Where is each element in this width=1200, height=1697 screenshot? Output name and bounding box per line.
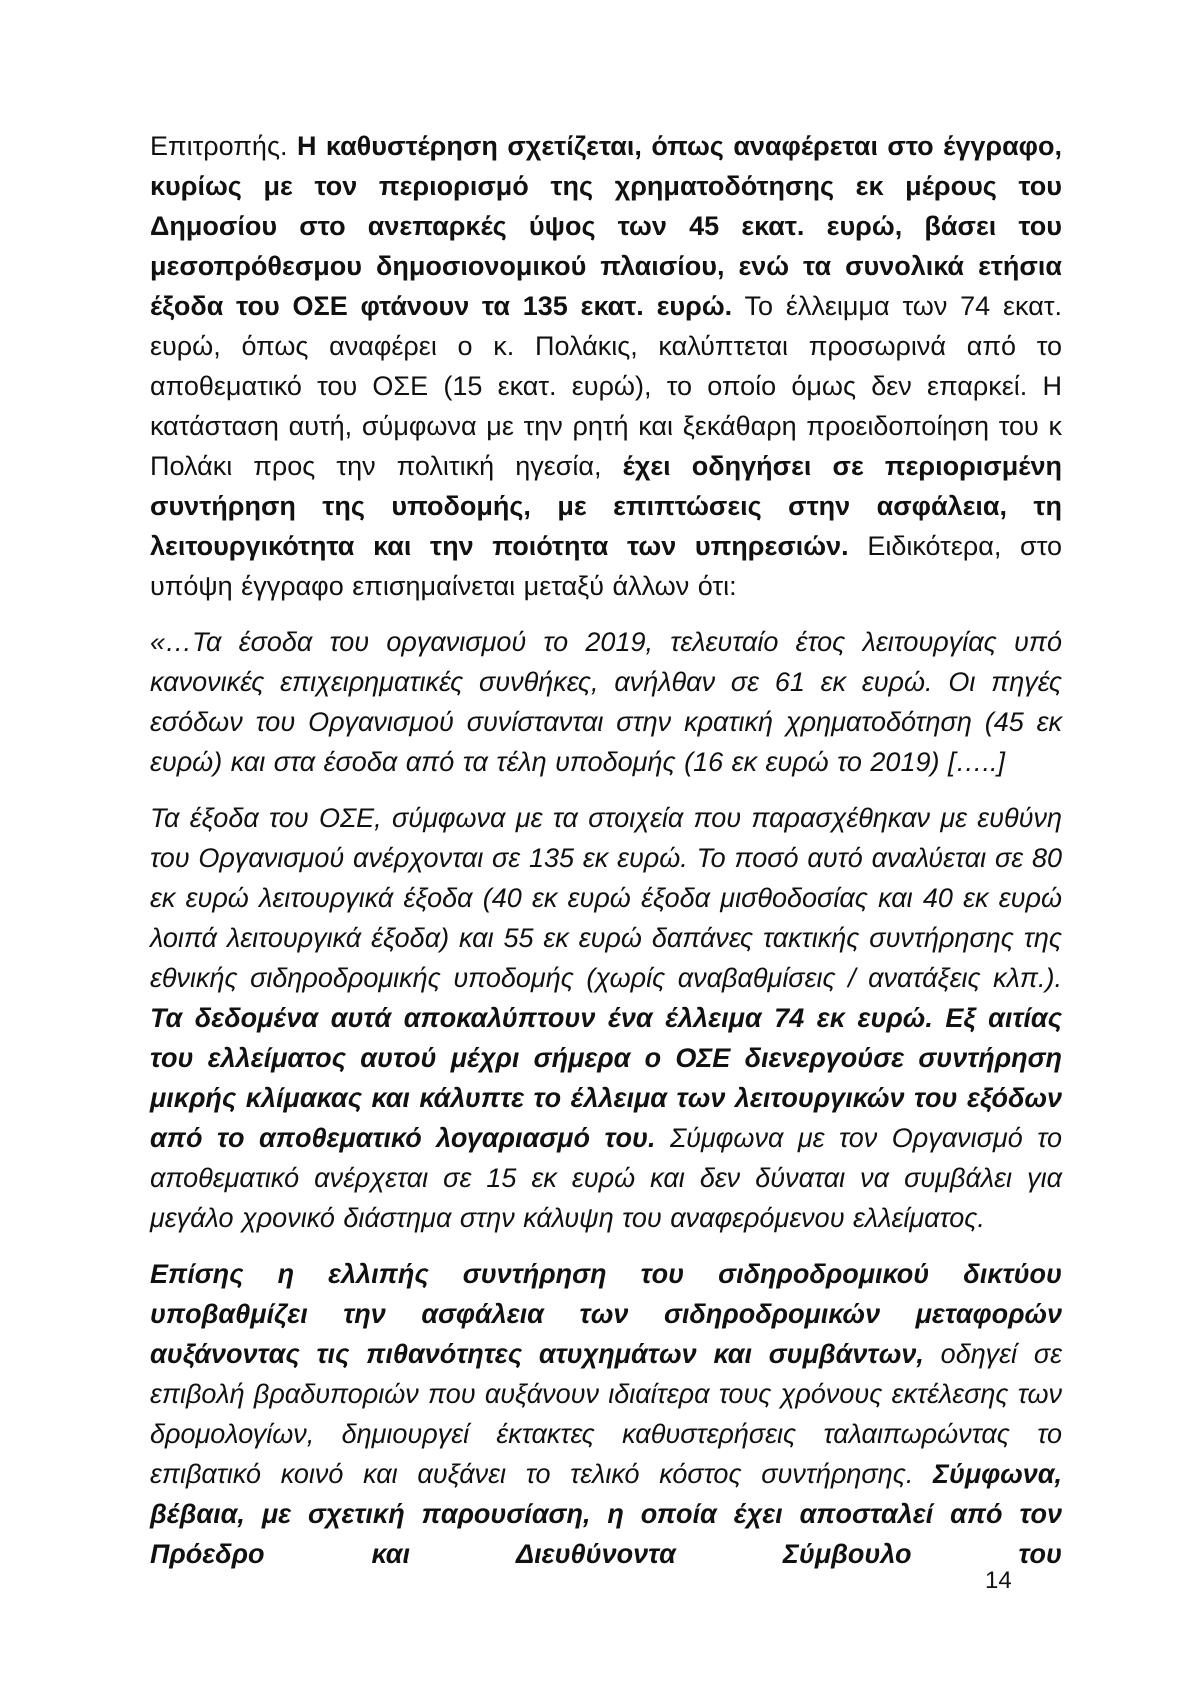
text-run: Επίσης η ελλιπής συντήρηση του σιδηροδρομικού δικτύου υποβαθμίζει την ασφάλεια των σιδηροδρομικών μεταφορών αυξάνοντας τις πιθανότητες ατυχημάτων και συμβάντων,	[150, 1259, 1062, 1369]
text-run: Τα έξοδα του ΟΣΕ, σύμφωνα με τα στοιχεία που παρασχέθηκαν με ευθύνη του Οργανισμού ανέρχονται σε 135 εκ ευρώ. Το ποσό αυτό αναλύεται σε 80 εκ ευρώ λειτουργικά έξοδα (40 εκ ευρώ έξοδα μισθοδοσίας και 40 εκ ευρώ λοιπά λειτουργικά έξοδα) και 55 εκ ευρώ δαπάνες τακτικής συντήρησης της εθνικής σιδηροδρομικής υποδομής (χωρίς αναβαθμίσεις / ανατάξεις κλπ.).	[150, 803, 1062, 993]
document-body	[150, 126, 1062, 1590]
paragraph-committee-delay	[150, 126, 1062, 606]
text-run: «…Τα έσοδα του οργανισμού το 2019, τελευταίο έτος λειτουργίας υπό κανονικές επιχειρηματικές συνθήκες, ανήλθαν σε 61 εκ ευρώ. Οι πηγές εσόδων του Οργανισμού συνίστανται στην κρατική χρηματοδότηση (45 εκ ευρώ) και στα έσοδα από τα τέλη υποδομής (16 εκ ευρώ το 2019) […..]	[150, 627, 1062, 777]
paragraph-quote-expenses	[150, 798, 1062, 1238]
text-run: Ειδικότερα, στο υπόψη έγγραφο επισημαίνεται μεταξύ άλλων ότι:	[150, 531, 1062, 601]
paragraph-quote-maintenance	[150, 1254, 1062, 1574]
text-run: Η καθυστέρηση σχετίζεται, όπως αναφέρεται στο έγγραφο, κυρίως με τον περιορισμό της χρηματοδότησης εκ μέρους του Δημοσίου στο ανεπαρκές ύψος των 45 εκατ. ευρώ, βάσει του μεσοπρόθεσμου δημοσιονομικού πλαισίου, ενώ τα συνολικά ετήσια έξοδα του ΟΣΕ φτάνουν τα 135 εκατ. ευρώ.	[150, 131, 1062, 321]
paragraph-quote-revenue	[150, 622, 1062, 782]
text-run: έχει οδηγήσει σε περιορισμένη συντήρηση της υποδομής, με επιπτώσεις στην ασφάλεια, τη λειτουργικότητα και την ποιότητα των υπηρεσιών.	[150, 451, 1062, 561]
text-run: Σύμφωνα, βέβαια, με σχετική παρουσίαση, η οποία έχει αποσταλεί από τον Πρόεδρο και Διευθύνοντα Σύμβουλο του	[150, 1459, 1062, 1569]
text-run: Επιτροπής.	[150, 131, 297, 161]
text-run: Το έλλειμμα των 74 εκατ. ευρώ, όπως αναφέρει ο κ. Πολάκις, καλύπτεται προσωρινά από το αποθεματικό του ΟΣΕ (15 εκατ. ευρώ), το οποίο όμως δεν επαρκεί. Η κατάσταση αυτή, σύμφωνα με την ρητή και ξεκάθαρη προειδοποίηση του κ Πολάκι προς την πολιτική ηγεσία,	[150, 291, 1062, 481]
page-number: 14	[985, 1567, 1012, 1594]
text-run: Σύμφωνα με τον Οργανισμό το αποθεματικό ανέρχεται σε 15 εκ ευρώ και δεν δύναται να συμβάλει για μεγάλο χρονικό διάστημα στην κάλυψη του αναφερόμενου ελλείματος.	[150, 1123, 1062, 1233]
text-run: Τα δεδομένα αυτά αποκαλύπτουν ένα έλλειμα 74 εκ ευρώ. Εξ αιτίας του ελλείματος αυτού μέχρι σήμερα ο ΟΣΕ διενεργούσε συντήρηση μικρής κλίμακας και κάλυπτε το έλλειμα των λειτουργικών του εξόδων από το αποθεματικό λογαριασμό του.	[150, 1003, 1062, 1153]
text-run: οδηγεί σε επιβολή βραδυποριών που αυξάνουν ιδιαίτερα τους χρόνους εκτέλεσης των δρομολογίων, δημιουργεί έκτακτες καθυστερήσεις ταλαιπωρώντας το επιβατικό κοινό και αυξάνει το τελικό κόστος συντήρησης.	[150, 1339, 1062, 1489]
